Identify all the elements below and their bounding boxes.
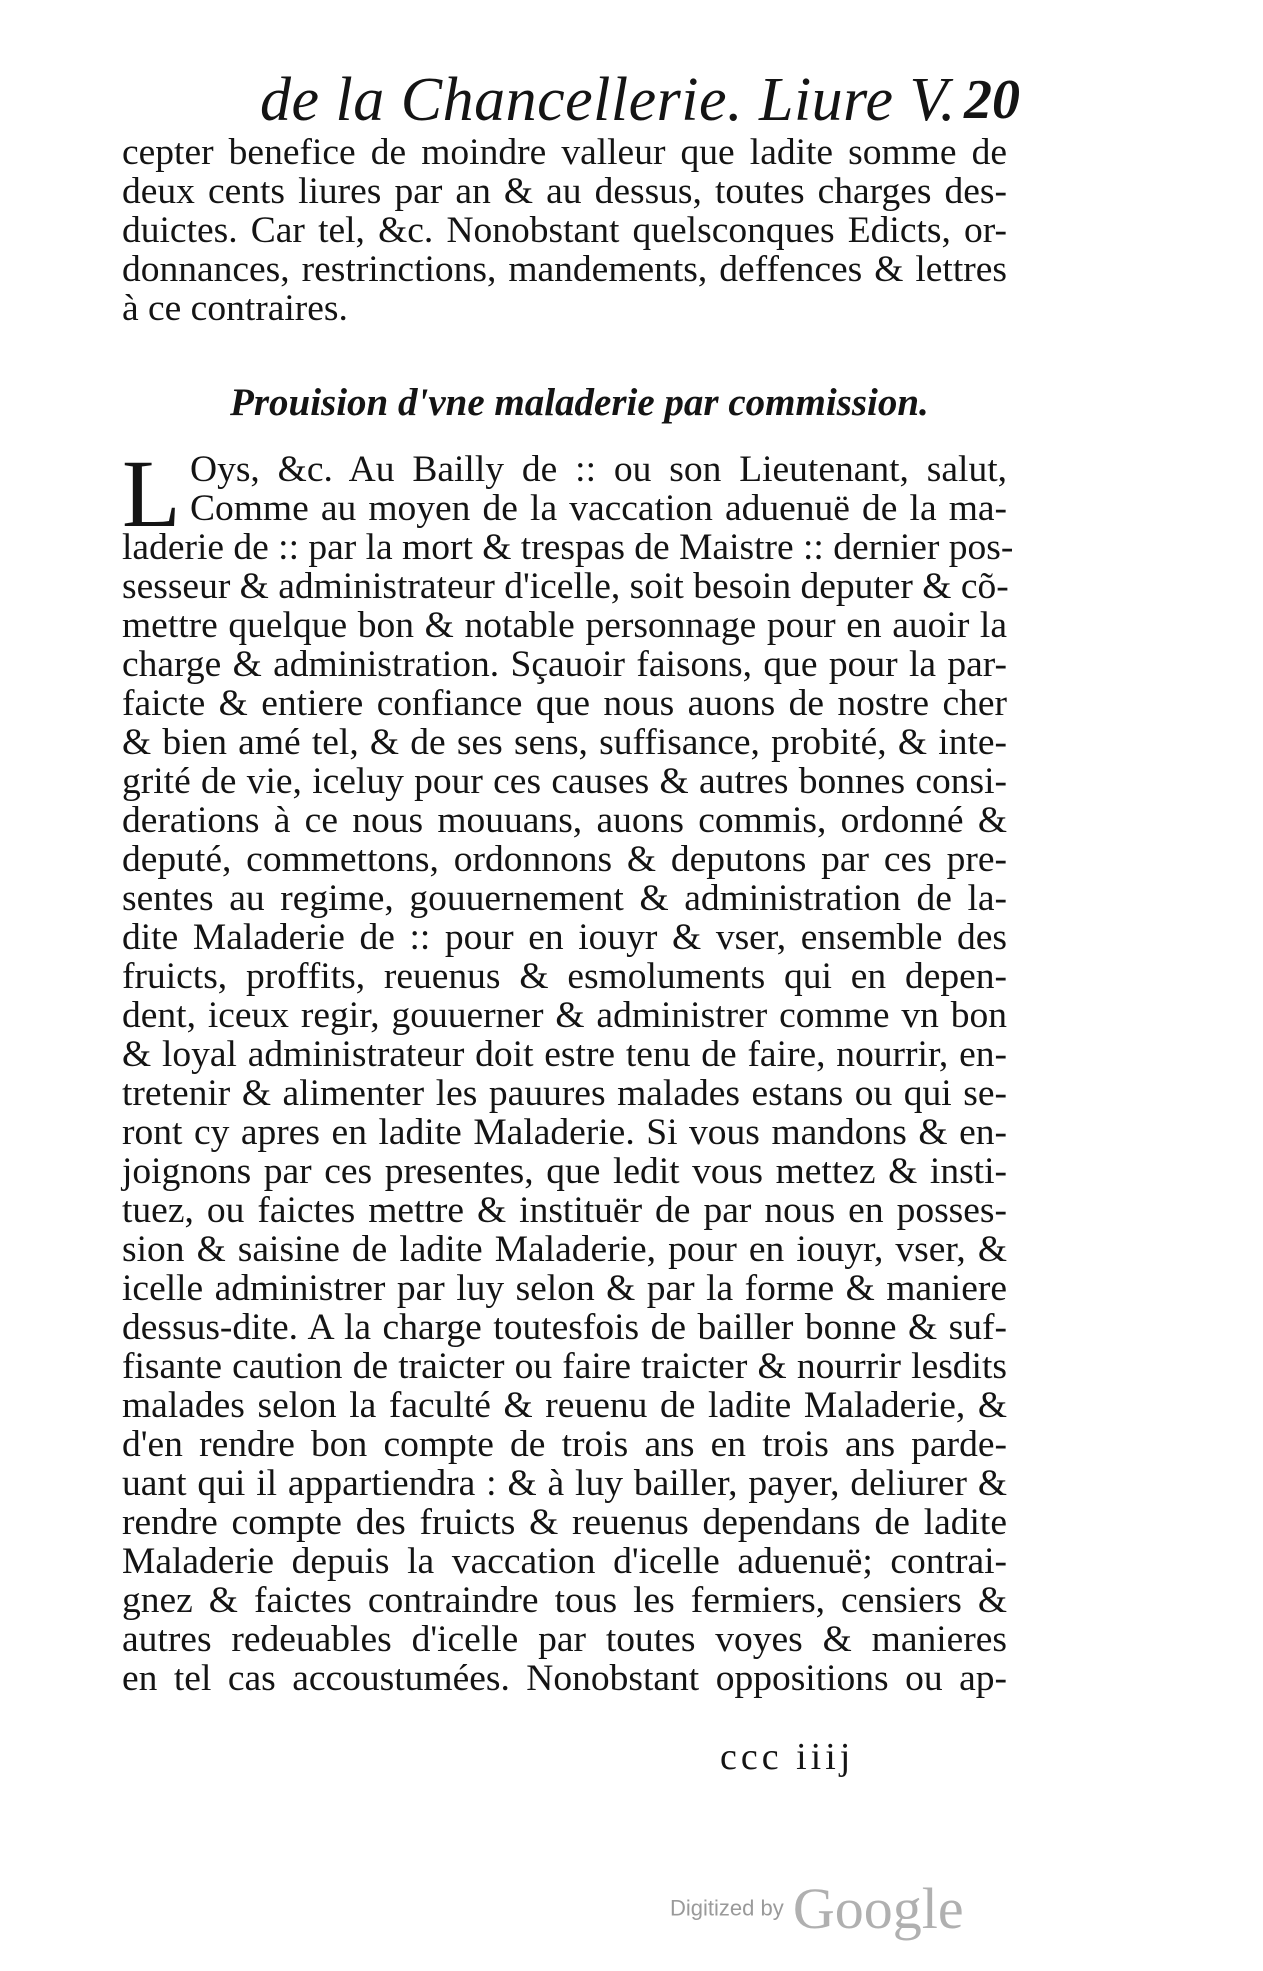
text-line: rendre compte des fruicts & reuenus dependans de ladite — [122, 1502, 1007, 1543]
text-line: joignons par ces presentes, que ledit vous mettez & insti- — [122, 1151, 1007, 1192]
text-line: dent, iceux regir, gouuerner & administrer comme vn bon — [122, 995, 1007, 1036]
text-line: faicte & entiere confiance que nous auons de nostre cher — [122, 683, 1007, 724]
running-header — [260, 60, 1020, 140]
text-line: charge & administration. Sçauoir faisons, que pour la par- — [122, 644, 1007, 685]
text-line: d'en rendre bon compte de trois ans en trois ans parde- — [122, 1424, 1007, 1465]
text-line: dessus-dite. A la charge toutesfois de bailler bonne & suf- — [122, 1307, 1007, 1348]
signature-mark: ccc iiij — [720, 1736, 855, 1778]
continued-paragraph — [122, 133, 1007, 328]
text-line: autres redeuables d'icelle par toutes voyes & manieres — [122, 1619, 1007, 1660]
text-line: deputé, commettons, ordonnons & deputons par ces pre- — [122, 839, 1007, 880]
text-line: tretenir & alimenter les pauures malades estans ou qui se- — [122, 1073, 1007, 1114]
digitized-watermark — [670, 1875, 964, 1942]
text-line: tuez, ou faictes mettre & instituër de par nous en posses- — [122, 1190, 1007, 1231]
main-paragraph — [122, 440, 1014, 1699]
text-line: duictes. Car tel, &c. Nonobstant quelsconques Edicts, or- — [122, 210, 1007, 251]
text-line: sion & saisine de ladite Maladerie, pour en iouyr, vser, & — [122, 1229, 1007, 1270]
text-line: en tel cas accoustumées. Nonobstant oppositions ou ap- — [122, 1658, 1007, 1699]
text-line: icelle administrer par luy selon & par la forme & maniere — [122, 1268, 1007, 1309]
text-line: fisante caution de traicter ou faire traicter & nourrir lesdits — [122, 1346, 1007, 1387]
text-line: dite Maladerie de :: pour en iouyr & vser, ensemble des — [122, 917, 1007, 958]
text-line: Maladerie depuis la vaccation d'icelle aduenuë; contrai- — [122, 1541, 1007, 1582]
text-line: fruicts, proffits, reuenus & esmoluments qui en depen- — [122, 956, 1007, 997]
text-line: à ce contraires. — [122, 288, 348, 329]
running-title: de la Chancellerie. Liure V. — [260, 66, 956, 134]
text-line: laderie de :: par la mort & trespas de Maistre :: dernier pos- — [122, 527, 1014, 568]
text-line: derations à ce nous mouuans, auons commis, ordonné & — [122, 800, 1007, 841]
text-line: deux cents liures par an & au dessus, toutes charges des- — [122, 171, 1007, 212]
text-line: & loyal administrateur doit estre tenu de faire, nourrir, en- — [122, 1034, 1007, 1075]
text-line: Comme au moyen de la vaccation aduenuë de la ma- — [190, 488, 1007, 529]
text-line: uant qui il appartiendra : & à luy bailler, payer, deliurer & — [122, 1463, 1007, 1504]
text-line: donnances, restrinctions, mandements, deffences & lettres — [122, 249, 1007, 290]
watermark-prefix: Digitized by — [670, 1895, 784, 1921]
section-heading: Prouision d'vne maladerie par commission. — [230, 381, 929, 424]
page-number: 20 — [964, 69, 1020, 131]
text-line: sesseur & administrateur d'icelle, soit besoin deputer & cõ- — [122, 566, 1009, 607]
text-line: gnez & faictes contraindre tous les fermiers, censiers & — [122, 1580, 1007, 1621]
text-line: sentes au regime, gouuernement & administration de la- — [122, 878, 1007, 919]
google-logo: Google — [792, 1876, 964, 1941]
text-line: grité de vie, iceluy pour ces causes & autres bonnes consi- — [122, 761, 1007, 802]
text-line: ront cy apres en ladite Maladerie. Si vous mandons & en- — [122, 1112, 1007, 1153]
text-line: cepter benefice de moindre valleur que ladite somme de — [122, 132, 1007, 173]
text-line: & bien amé tel, & de ses sens, suffisance, probité, & inte- — [122, 722, 1007, 763]
text-line: mettre quelque bon & notable personnage pour en auoir la — [122, 605, 1007, 646]
text-line: Oys, &c. Au Bailly de :: ou son Lieutenant, salut, — [190, 449, 1007, 490]
text-line: malades selon la faculté & reuenu de ladite Maladerie, & — [122, 1385, 1007, 1426]
drop-cap-initial: L — [122, 440, 181, 547]
